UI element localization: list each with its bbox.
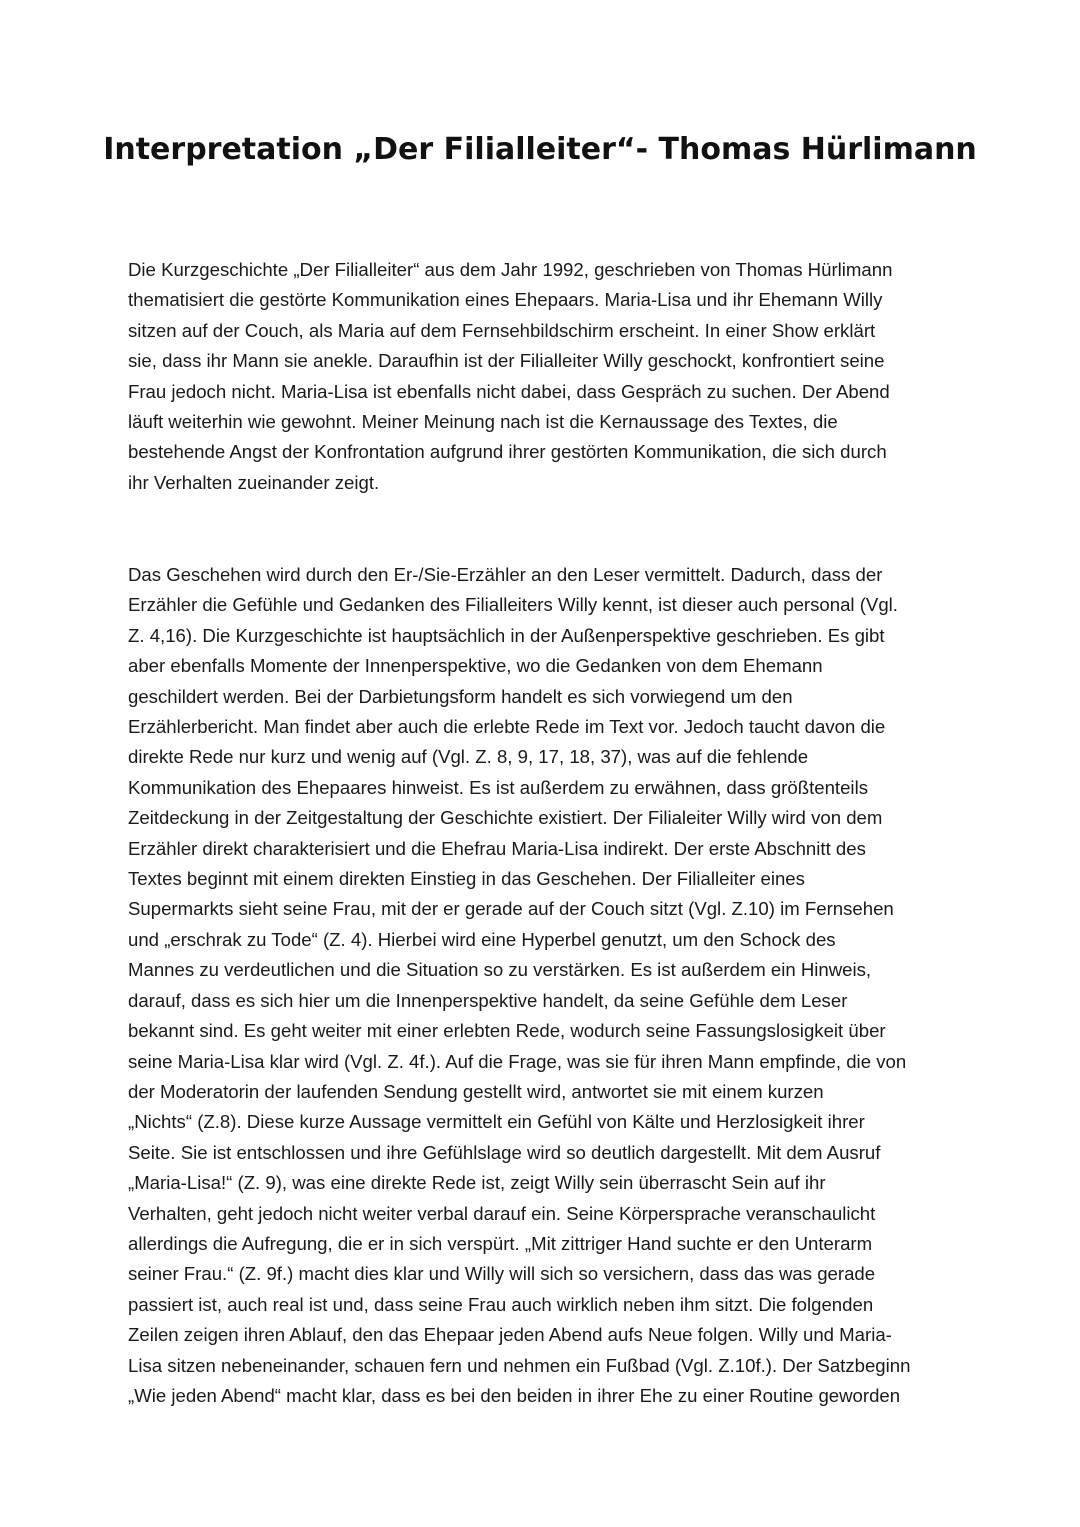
- text-line: thematisiert die gestörte Kommunikation eines Ehepaars. Maria-Lisa und ihr Ehemann Willy: [128, 289, 883, 311]
- text-line: „Nichts“ (Z.8). Diese kurze Aussage vermittelt ein Gefühl von Kälte und Herzlosigkeit ihrer: [128, 1111, 865, 1133]
- text-line: Lisa sitzen nebeneinander, schauen fern und nehmen ein Fußbad (Vgl. Z.10f.). Der Satzbeginn: [128, 1354, 911, 1376]
- text-line: seiner Frau.“ (Z. 9f.) macht dies klar und Willy will sich so versichern, dass das was gerade: [128, 1263, 876, 1285]
- text-line: bekannt sind. Es geht weiter mit einer erlebten Rede, wodurch seine Fassungslosigkeit über: [128, 1020, 886, 1042]
- text-line: Mannes zu verdeutlichen und die Situation so zu verstärken. Es ist außerdem ein Hinweis,: [128, 959, 872, 981]
- text-line: Zeilen zeigen ihren Ablauf, den das Ehepaar jeden Abend aufs Neue folgen. Willy und Maria-: [128, 1324, 892, 1346]
- text-line: und „erschrak zu Tode“ (Z. 4). Hierbei wird eine Hyperbel genutzt, um den Schock des: [128, 928, 836, 950]
- text-line: Textes beginnt mit einem direkten Einstieg in das Geschehen. Der Filialleiter eines: [128, 868, 805, 890]
- text-line: sie, dass ihr Mann sie anekle. Daraufhin ist der Filialleiter Willy geschockt, konfrontiert seine: [128, 350, 885, 372]
- text-line: Z. 4,16). Die Kurzgeschichte ist hauptsächlich in der Außenperspektive geschrieben. Es gibt: [128, 624, 885, 646]
- text-line: Zeitdeckung in der Zeitgestaltung der Geschichte existiert. Der Filialeiter Willy wird von dem: [128, 807, 883, 829]
- text-line: Kommunikation des Ehepaares hinweist. Es ist außerdem zu erwähnen, dass größtenteils: [128, 776, 868, 798]
- text-line: seine Maria-Lisa klar wird (Vgl. Z. 4f.). Auf die Frage, was sie für ihren Mann empfinde, die von: [128, 1050, 907, 1072]
- text-line: direkte Rede nur kurz und wenig auf (Vgl. Z. 8, 9, 17, 18, 37), was auf die fehlende: [128, 746, 809, 768]
- text-line: ihr Verhalten zueinander zeigt.: [128, 471, 380, 493]
- text-line: Erzählerbericht. Man findet aber auch die erlebte Rede im Text vor. Jedoch taucht davon die: [128, 716, 886, 738]
- text-line: Verhalten, geht jedoch nicht weiter verbal darauf ein. Seine Körpersprache veranschaulicht: [128, 1202, 876, 1224]
- text-line: läuft weiterhin wie gewohnt. Meiner Meinung nach ist die Kernaussage des Textes, die: [128, 411, 838, 433]
- text-line: Erzähler direkt charakterisiert und die Ehefrau Maria-Lisa indirekt. Der erste Abschnitt des: [128, 837, 866, 859]
- text-line: Das Geschehen wird durch den Er-/Sie-Erzähler an den Leser vermittelt. Dadurch, dass der: [128, 564, 883, 585]
- text-line: passiert ist, auch real ist und, dass seine Frau auch wirklich neben ihm sitzt. Die folgenden: [128, 1293, 874, 1315]
- text-line: der Moderatorin der laufenden Sendung gestellt wird, antwortet sie mit einem kurzen: [128, 1080, 824, 1102]
- text-line: darauf, dass es sich hier um die Innenperspektive handelt, da seine Gefühle dem Leser: [128, 989, 848, 1011]
- text-line: bestehende Angst der Konfrontation aufgrund ihrer gestörten Kommunikation, die sich durch: [128, 441, 887, 463]
- paragraph-analysis: [128, 560, 958, 1411]
- text-line: Supermarkts sieht seine Frau, mit der er gerade auf der Couch sitzt (Vgl. Z.10) im Fernsehen: [128, 898, 894, 920]
- text-line: „Wie jeden Abend“ macht klar, dass es bei den beiden in ihrer Ehe zu einer Routine geworden: [128, 1384, 901, 1406]
- text-line: geschildert werden. Bei der Darbietungsform handelt es sich vorwiegend um den: [128, 685, 793, 707]
- text-line: aber ebenfalls Momente der Innenperspektive, wo die Gedanken von dem Ehemann: [128, 655, 823, 677]
- text-line: „Maria-Lisa!“ (Z. 9), was eine direkte Rede ist, zeigt Willy sein überrascht Sein auf ihr: [128, 1172, 826, 1194]
- text-line: Die Kurzgeschichte „Der Filialleiter“ aus dem Jahr 1992, geschrieben von Thomas Hürlimann: [128, 259, 893, 280]
- text-line: Seite. Sie ist entschlossen und ihre Gefühlslage wird so deutlich dargestellt. Mit dem Ausruf: [128, 1141, 881, 1163]
- text-line: allerdings die Aufregung, die er in sich verspürt. „Mit zittriger Hand suchte er den Unterarm: [128, 1232, 873, 1254]
- document-title: Interpretation „Der Filialleiter“- Thomas Hürlimann: [103, 132, 977, 167]
- text-line: Frau jedoch nicht. Maria-Lisa ist ebenfalls nicht dabei, dass Gespräch zu suchen. Der Abend: [128, 380, 890, 402]
- text-line: Erzähler die Gefühle und Gedanken des Filialleiters Willy kennt, ist dieser auch personal (Vgl.: [128, 594, 898, 616]
- text-line: sitzen auf der Couch, als Maria auf dem Fernsehbildschirm erscheint. In einer Show erklärt: [128, 319, 876, 341]
- paragraph-introduction: [128, 255, 958, 498]
